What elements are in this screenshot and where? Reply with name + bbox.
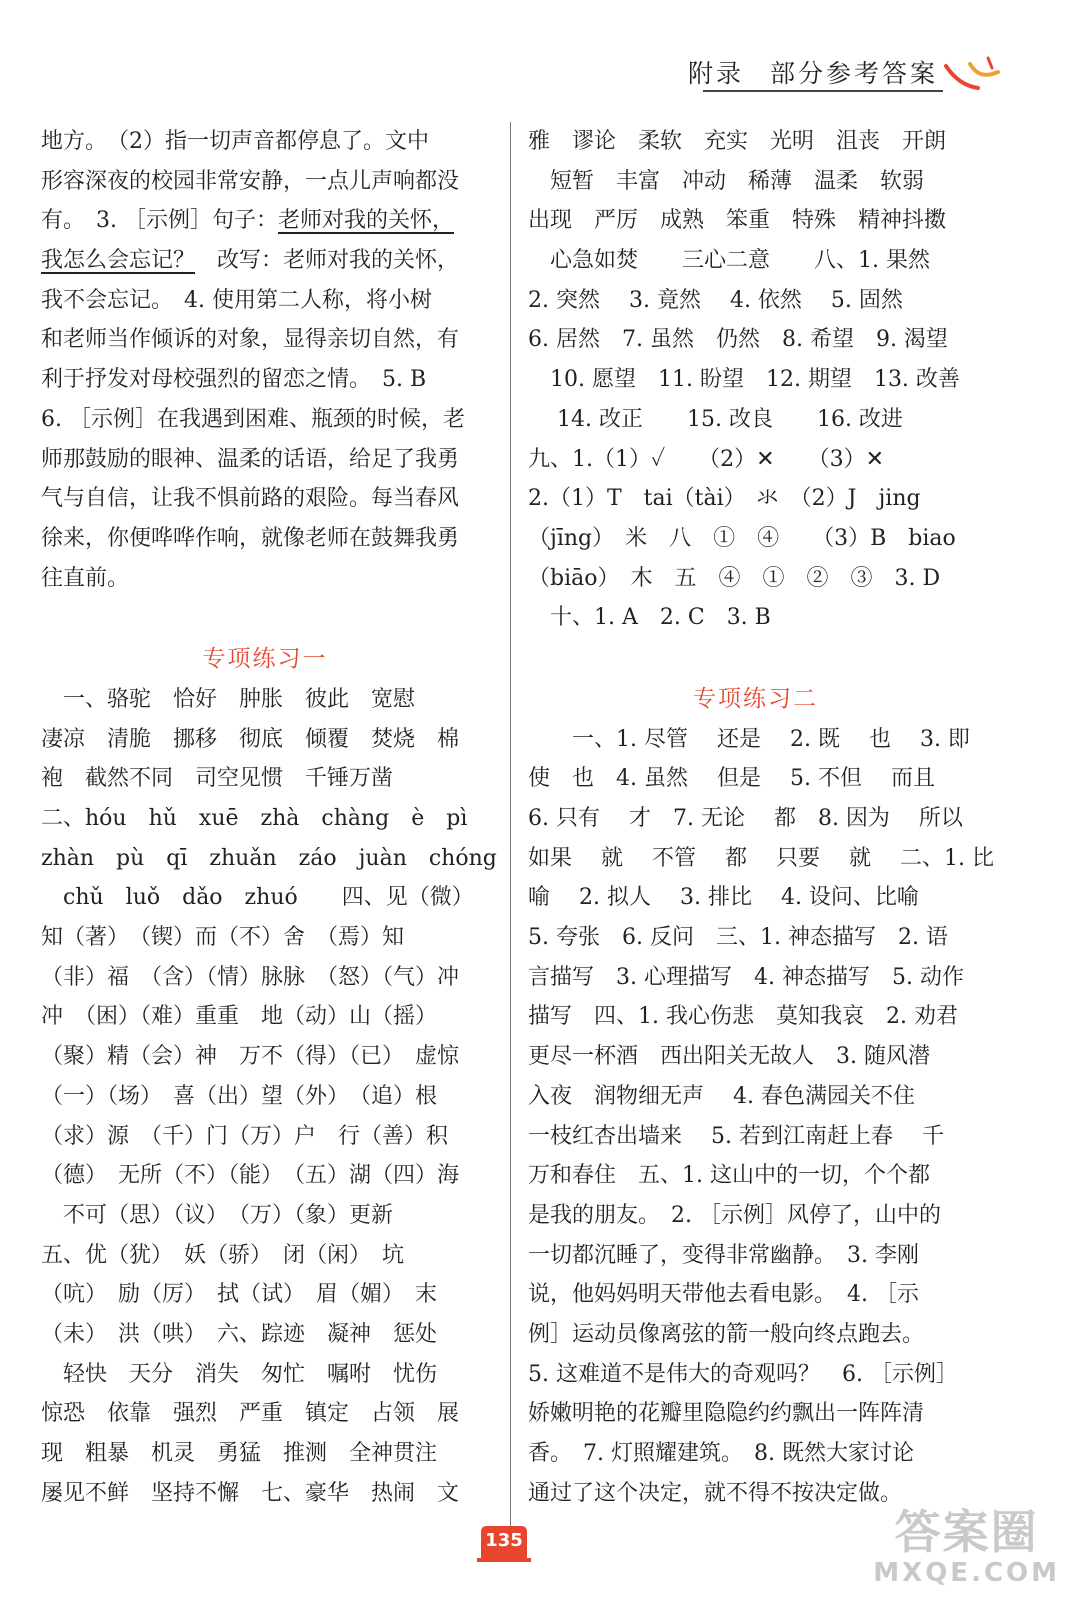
text-line: 2.（1）T tai（tài） 氺 （2）J jing: [528, 486, 921, 512]
text-line: 地方。 （2）指一切声音都停息了。文中: [41, 129, 429, 154]
swoosh-icon: [942, 48, 1012, 98]
text-segment: 改写：老师对我的关怀，: [195, 248, 460, 274]
text-line: 凄凉 清脆 挪移 彻底 倾覆 焚烧 棉: [41, 726, 460, 752]
text-line: 气与自信，让我不惧前路的艰险。每当春风: [41, 486, 460, 512]
watermark-logo: [873, 1506, 1060, 1588]
text-line: zhàn pù qī zhuǎn záo juàn chóng: [41, 845, 497, 871]
text-line: 6. 居然 7. 虽然 仍然 8. 希望 9. 渴望: [528, 327, 948, 353]
text-line: 说，他妈妈明天带他去看电影。 4. ［示: [528, 1282, 919, 1308]
text-line: chǔ luǒ dǎo zhuó 四、见（微）: [41, 885, 474, 911]
watermark-text: 答案圈: [894, 1505, 1039, 1559]
header-answers-title: 部分参考答案: [769, 59, 938, 88]
text-line: （未） 洪（哄） 六、踪迹 凝神 惩处: [41, 1321, 438, 1347]
text-line: 短暂 丰富 冲动 稀薄 温柔 软弱: [528, 168, 925, 194]
text-segment: 有。 3. ［示例］句子：: [41, 208, 278, 234]
text-line: 利于抒发对母校强烈的留恋之情。 5. B: [41, 367, 427, 393]
text-line: 形容深夜的校园非常安静，一点儿声响都没: [41, 168, 460, 194]
underlined-sentence: 老师对我的关怀，: [277, 208, 454, 234]
column-divider: [510, 122, 511, 1532]
text-line: 不可（思）（议） （万）（象）更新: [41, 1202, 394, 1228]
text-line: （求）源 （千）门（万）户 行（善）积: [41, 1123, 449, 1149]
text-line: 和老师当作倾诉的对象，显得亲切自然，有: [41, 327, 460, 353]
text-line: 如果 就 不管 都 只要 就 二、1. 比: [528, 845, 994, 871]
text-line: （一）（场） 喜（出）望（外） （追）根: [41, 1083, 438, 1109]
text-line: 14. 改正 15. 改良 16. 改进: [528, 406, 903, 432]
text-line: 5. 这难道不是伟大的奇观吗？ 6. ［示例］: [528, 1361, 958, 1387]
header-rule: [703, 90, 943, 92]
underlined-sentence: 我怎么会忘记？: [41, 248, 196, 274]
header-title: [688, 54, 938, 90]
text-line: 6. 只有 才 7. 无论 都 8. 因为 所以: [528, 806, 963, 831]
text-line: [41, 241, 489, 281]
text-line: 通过了这个决定，就不得不按决定做。: [528, 1480, 903, 1506]
text-line: [41, 201, 489, 241]
text-line: （聚）精（会）神 万不（得）（已） 虚惊: [41, 1044, 460, 1070]
text-line: 五、优（犹） 妖（骄） 闭（闲） 坑: [41, 1242, 405, 1268]
text-line: 6. ［示例］在我遇到困难、瓶颈的时候，老: [41, 406, 465, 432]
text-line: 我不会忘记。 4. 使用第二人称，将小树: [41, 287, 432, 313]
text-line: 轻快 天分 消失 匆忙 嘱咐 忧伤: [41, 1361, 438, 1387]
text-line: 使 也 4. 虽然 但是 5. 不但 而且: [528, 766, 935, 792]
section-title-practice-2: 专项练习二: [693, 685, 818, 712]
text-line: 师那鼓励的眼神、温柔的话语，给足了我勇: [41, 446, 460, 472]
text-line: 九、1.（1）✓ （2）✕ （3）✕: [528, 446, 885, 472]
text-line: 一、1. 尽管 还是 2. 既 也 3. 即: [528, 726, 970, 752]
page-number: 135: [485, 1530, 523, 1551]
left-column: [41, 122, 497, 1513]
section-title-practice-1: 专项练习一: [202, 645, 328, 672]
text-line: 入夜 润物细无声 4. 春色满园关不住: [528, 1083, 915, 1109]
text-line: 惊恐 依靠 强烈 严重 镇定 占领 展: [41, 1401, 460, 1427]
text-line: 心急如焚 三心二意 八、1. 果然: [528, 248, 930, 274]
page-number-badge: [477, 1524, 531, 1564]
text-line: 一、骆驼 恰好 肿胀 彼此 宽慰: [41, 686, 416, 712]
text-line: （吭） 励（厉） 拭（试） 眉（媚） 末: [41, 1282, 438, 1308]
text-line: 5. 夸张 6. 反问 三、1. 神态描写 2. 语: [528, 925, 948, 951]
text-line: 徐来，你便哗哗作响，就像老师在鼓舞我勇: [41, 525, 460, 551]
text-line: 袍 截然不同 司空见惯 千锤万凿: [41, 766, 394, 792]
text-line: 一切都沉睡了，变得非常幽静。 3. 李刚: [528, 1242, 919, 1268]
text-line: 知（著） （锲）而（不）舍 （焉）知: [41, 925, 405, 951]
text-line: 更尽一杯酒 西出阳关无故人 3. 随风潜: [528, 1044, 930, 1070]
text-line: 现 粗暴 机灵 勇猛 推测 全神贯注: [41, 1441, 438, 1466]
text-line: 万和春住 五、1. 这山中的一切，个个都: [528, 1163, 930, 1189]
page-header: [0, 44, 1078, 94]
text-line: 一枝红杏出墙来 5. 若到江南赶上春 千: [528, 1123, 944, 1149]
text-line: （非）福 （含）（情）脉脉 （怒）（气）冲: [41, 964, 460, 990]
text-line: 冲 （困）（难）重重 地（动）山（摇）: [41, 1004, 438, 1030]
text-line: 是我的朋友。 2. ［示例］风停了，山中的: [528, 1202, 941, 1228]
text-line: 雅 谬论 柔软 充实 光明 沮丧 开朗: [528, 129, 947, 154]
text-line: （德） 无所（不）（能） （五）湖（四）海: [41, 1163, 460, 1189]
text-line: 例］运动员像离弦的箭一般向终点跑去。: [528, 1321, 925, 1347]
text-line: 屡见不鲜 坚持不懈 七、豪华 热闹 文: [41, 1480, 460, 1506]
text-line: （jīng） 米 八 ① ④ （3）B biao: [528, 525, 956, 551]
right-column: [528, 122, 994, 1513]
text-line: 2. 突然 3. 竟然 4. 依然 5. 固然: [528, 287, 903, 313]
text-line: 10. 愿望 11. 盼望 12. 期望 13. 改善: [528, 367, 960, 393]
text-line: 喻 2. 拟人 3. 排比 4. 设问、比喻: [528, 885, 919, 911]
text-line: 出现 严厉 成熟 笨重 特殊 精神抖擞: [528, 208, 947, 234]
text-line: 十、1. A 2. C 3. B: [528, 605, 771, 631]
text-line: 往直前。: [41, 565, 130, 591]
text-line: （biāo） 木 五 ④ ① ② ③ 3. D: [528, 565, 941, 591]
text-line: 娇嫩明艳的花瓣里隐隐约约飘出一阵阵清: [528, 1401, 925, 1427]
text-line: 描写 四、1. 我心伤悲 莫知我哀 2. 劝君: [528, 1004, 958, 1030]
text-line: 言描写 3. 心理描写 4. 神态描写 5. 动作: [528, 964, 964, 990]
text-line: 香。 7. 灯照耀建筑。 8. 既然大家讨论: [528, 1441, 914, 1466]
text-line: 二、hóu hǔ xuē zhà chàng è pì: [41, 806, 468, 831]
header-appendix: 附录: [687, 59, 744, 88]
watermark-url: MXQE.COM: [873, 1558, 1060, 1588]
